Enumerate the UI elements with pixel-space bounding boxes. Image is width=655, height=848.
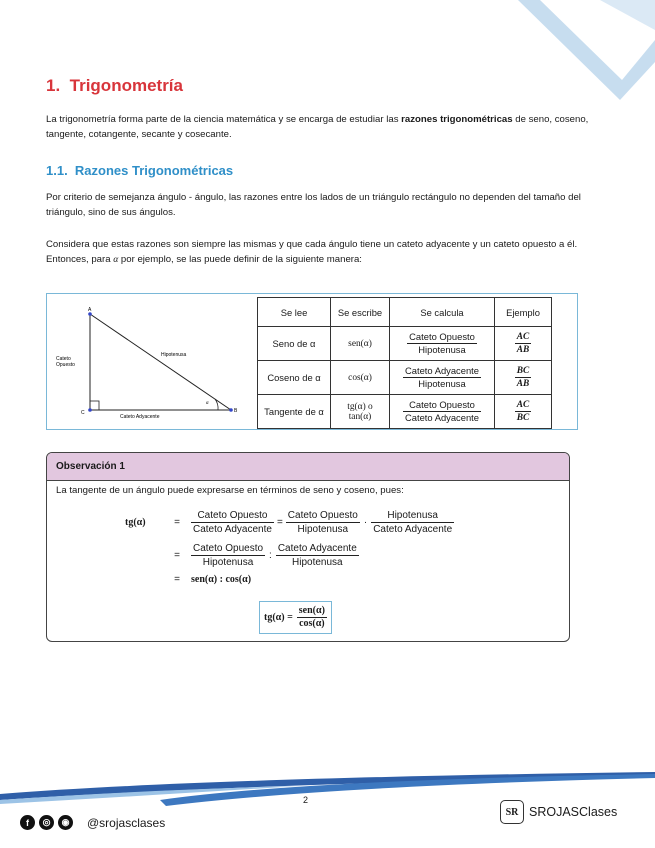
header-computes: Se calcula <box>390 298 495 327</box>
writes-cell: cos(α) <box>331 361 390 395</box>
figure-box <box>46 293 578 430</box>
equation-line-3: = sen(α) : cos(α) <box>174 574 252 585</box>
example-cell: $\frac{BC}{AB}$ <box>495 361 552 395</box>
table-row <box>258 395 552 429</box>
equation-lhs: tg(α) <box>125 517 146 528</box>
opposite-leg-label-1: Cateto <box>56 356 71 362</box>
right-triangle-diagram <box>53 300 253 425</box>
reads-cell: Coseno de α <box>258 361 331 395</box>
example-cell: $\frac{AC}{AB}$ <box>495 327 552 361</box>
trig-ratios-table <box>257 297 552 429</box>
header-writes: Se escribe <box>331 298 390 327</box>
vertex-b-label: B <box>234 408 238 414</box>
reads-cell: Tangente de α <box>258 395 331 429</box>
brand <box>500 800 617 824</box>
section-title: 1. Trigonometría <box>46 76 183 95</box>
equals-sign: = <box>174 517 180 528</box>
observation-title: Observación 1 <box>47 453 569 481</box>
computes-cell: $\frac{\text{Cateto Adyacente}}{\text{Hipotenusa}}$ <box>390 361 495 395</box>
page-number: 2 <box>303 795 309 805</box>
hypotenuse-label: Hipotenusa <box>161 352 187 358</box>
messenger-icon[interactable]: ◉ <box>58 815 73 830</box>
social-handle: @srojasclases <box>87 815 166 830</box>
brand-logo-icon: SR <box>500 800 524 824</box>
definition-paragraph: Considera que estas razones son siempre las mismas y que cada ángulo tiene un cateto adyacente y un cateto opuesto a él. Entonces, para α por ejemplo, se las puede definir de la siguiente manera: <box>46 239 578 265</box>
instagram-icon[interactable]: ◎ <box>39 815 54 830</box>
header-example: Ejemplo <box>495 298 552 327</box>
computes-cell: $\frac{\text{Cateto Opuesto}}{\text{Cateto Adyacente}}$ <box>390 395 495 429</box>
vertex-c-label: C <box>81 410 85 416</box>
facebook-icon[interactable]: f <box>20 815 35 830</box>
similarity-paragraph: Por criterio de semejanza ángulo - ángulo, las razones entre los lados de un triángulo rectángulo no dependen del tamaño del triángulo, sino de sus ángulos. <box>46 192 581 218</box>
brand-name: SROJASClases <box>529 805 618 819</box>
equation-line-1: tg(α) = $\frac{\text{Cateto Opuesto}}{\text{Cateto Adyacente}}$ = $\frac{\text{Cateto Opuesto}}{\text{Hipotenusa}}$ · $\frac{\text{Hipotenusa}}{\text{Cateto Adyacente}}$ <box>125 510 453 535</box>
observation-text: La tangente de un ángulo puede expresarse en términos de seno y coseno, pues: <box>56 485 404 496</box>
subsection-title: 1.1. Razones Trigonométricas <box>46 163 234 178</box>
table-row <box>258 361 552 395</box>
adjacent-leg-label: Cateto Adyacente <box>120 414 160 420</box>
header-reads: Se lee <box>258 298 331 327</box>
writes-cell: sen(α) <box>331 327 390 361</box>
table-header-row <box>258 298 552 327</box>
vertex-a-label: A <box>88 307 92 313</box>
computes-cell: $\frac{\text{Cateto Opuesto}}{\text{Hipotenusa}}$ <box>390 327 495 361</box>
observation-box <box>46 452 570 642</box>
boxed-result: tg(α) = $\frac{\text{sen(α)}}{\cos(\alpha)}$ <box>259 601 332 634</box>
opposite-leg-label-2: Opuesto <box>56 362 75 368</box>
social-links <box>20 815 165 830</box>
table-row <box>258 327 552 361</box>
reads-cell: Seno de α <box>258 327 331 361</box>
example-cell: $\frac{AC}{BC}$ <box>495 395 552 429</box>
angle-alpha-label: α <box>206 401 209 406</box>
equation-line-2: = $\frac{\text{Cateto Opuesto}}{\text{Hipotenusa}}$ : $\frac{\text{Cateto Adyacente}}{\text{Hipotenusa}}$ <box>174 543 357 568</box>
intro-paragraph: La trigonometría forma parte de la ciencia matemática y se encarga de estudiar las razones trigonométricas de seno, coseno, tangente, cotangente, secante y cosecante. <box>46 114 589 140</box>
writes-cell: tg(α) o tan(α) <box>331 395 390 429</box>
